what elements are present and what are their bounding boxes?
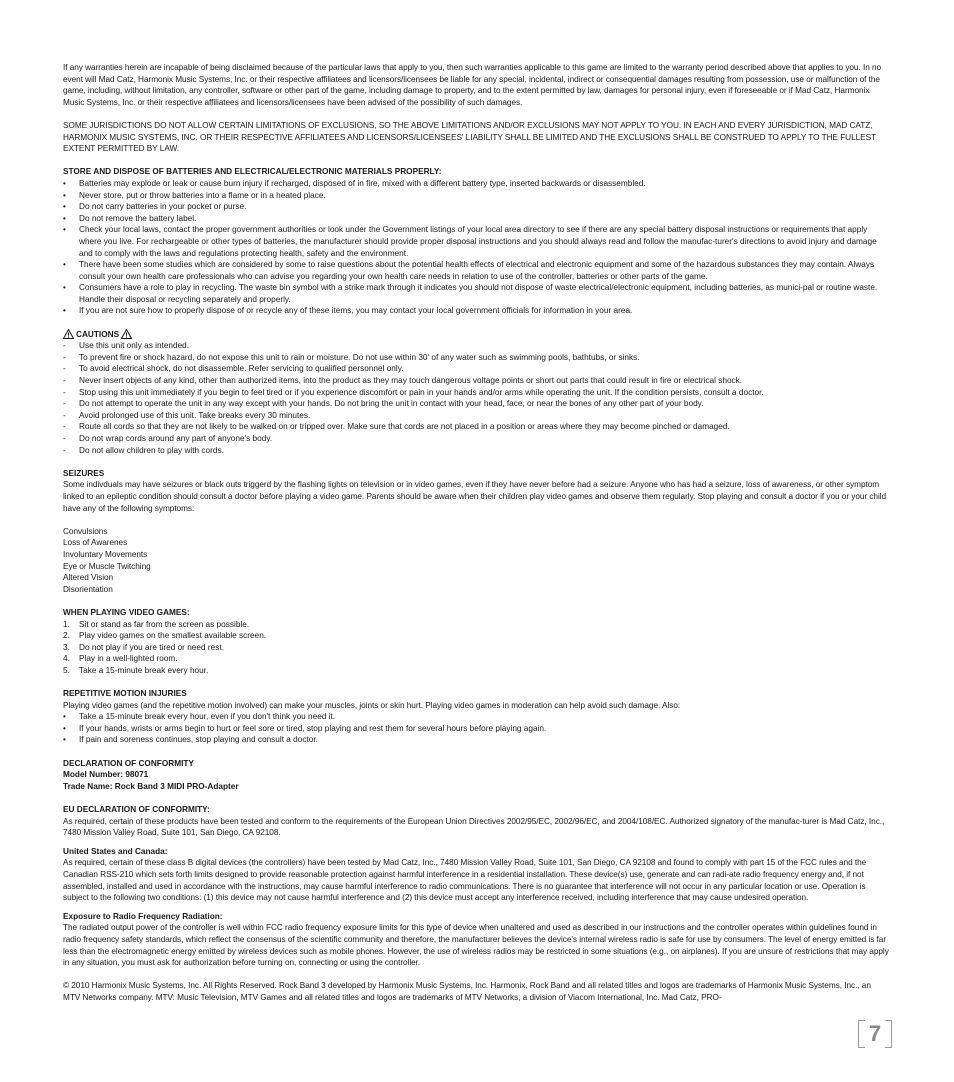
seizures-heading: SEIZURES <box>63 468 105 478</box>
warning-triangle-icon <box>121 329 132 339</box>
warning-triangle-icon <box>63 329 74 339</box>
list-item: • Batteries may explode or leak or cause burn injury if recharged, disposed of in fire, mixed with a different battery type, inserted backwards or disassembled. <box>63 178 646 188</box>
page-number <box>858 1020 892 1048</box>
batteries-list <box>63 178 889 317</box>
number-marker: 3. <box>63 642 70 652</box>
bullet-marker: • <box>63 260 66 270</box>
trade-name: Trade Name: Rock Band 3 MIDI PRO-Adapter <box>63 781 239 791</box>
repetitive-heading: REPETITIVE MOTION INJURIES <box>63 689 187 699</box>
list-item: • If pain and soreness continues, stop playing and consult a doctor. <box>63 735 318 745</box>
rf-heading: Exposure to Radio Frequency Radiation: <box>63 911 223 921</box>
cautions-list <box>63 340 889 456</box>
list-item: - Stop using this unit immediately if you begin to feel tired or if you experience discomfort or pain in your hands and/or arms while operating the unit. If the condition persists, consult a doctor. <box>63 387 764 397</box>
batteries-heading: STORE AND DISPOSE OF BATTERIES AND ELECTRICAL/ELECTRONIC MATERIALS PROPERLY: <box>63 167 442 177</box>
symptom-item: Loss of Awarenes <box>63 538 128 548</box>
number-marker: 5. <box>63 665 70 675</box>
list-item: - To avoid electrical shock, do not disassemble. Refer servicing to qualified personnel only. <box>63 364 404 374</box>
symptom-item: Involuntary Movements <box>63 549 148 559</box>
eu-heading: EU DECLARATION OF CONFORMITY: <box>63 805 210 814</box>
dash-marker: - <box>63 376 66 386</box>
bullet-marker: • <box>63 735 66 745</box>
repetitive-paragraph: Playing video games (and the repetitive motion involved) can make your muscles, joints or skin hurt. Playing video games in moderation can help avoid such damage. Also: <box>63 700 681 710</box>
jurisdiction-paragraph: SOME JURISDICTIONS DO NOT ALLOW CERTAIN LIMITATIONS OF EXCLUSIONS, SO THE ABOVE LIMITATIONS AND/OR EXCLUSIONS MAY NOT APPLY TO YOU. IN EACH AND EVERY JURISDICTION, MAD CATZ, HARMONIX MUSIC SYSTEMS, INC. OR THEIR RESPECTIVE AFFILIATEES AND LICENSORS/LICENSEES' LIABILITY SHALL BE LIMITED AND THE EXCLUSIONS SHALL BE CONSTRUED TO APPLY TO THE FULLEST EXTENT PERMITTED BY LAW. <box>63 120 876 154</box>
repetitive-list <box>63 711 889 746</box>
cautions-heading <box>63 329 889 341</box>
list-item: • If your hands, wrists or arms begin to hurt or feel sore or tired, stop playing and rest them for several hours before playing again. <box>63 723 547 733</box>
number-marker: 1. <box>63 619 70 629</box>
dash-marker: - <box>63 352 66 362</box>
page-number-bracket-right <box>885 1020 892 1048</box>
bullet-marker: • <box>63 202 66 212</box>
symptoms-list <box>63 526 889 596</box>
list-item: • Consumers have a role to play in recycling. The waste bin symbol with a strike mark through it indicates you should not dispose of waste electrical/electronic equipment, including batteries, as munici-pal or routine waste. Handle their disposal or recycling separately and properly. <box>63 283 878 304</box>
video-games-heading: WHEN PLAYING VIDEO GAMES: <box>63 607 190 617</box>
list-item: • Never store, put or throw batteries into a flame or in a heated place. <box>63 190 326 200</box>
symptom-item: Convulsions <box>63 526 108 536</box>
dash-marker: - <box>63 410 66 420</box>
dash-marker: - <box>63 387 66 397</box>
list-item: • Take a 15-minute break every hour, even if you don't think you need it. <box>63 712 336 722</box>
list-item: - Avoid prolonged use of this unit. Take breaks every 30 minutes. <box>63 410 311 420</box>
bullet-marker: • <box>63 283 66 293</box>
list-item: • Check your local laws, contact the proper government authorities or look under the Government listings of your local area directory to see if there are any special battery disposal instructions or requirements that apply where you live. For rechargeable or other types of batteries, the manufacturer should provide proper disposal instructions and you should always read and follow the manufac-turer's directions to avoid injury and damage and to comply with the laws and regulations protecting health, safety and the environment. <box>63 225 877 258</box>
manual-page <box>63 62 889 1004</box>
bullet-marker: • <box>63 723 66 733</box>
video-games-list <box>63 619 889 677</box>
list-item: - Do not wrap cords around any part of anyone's body. <box>63 434 273 443</box>
symptom-item: Altered Vision <box>63 573 114 583</box>
page-number-label: 7 <box>868 1021 882 1046</box>
symptom-item: Disorientation <box>63 584 113 594</box>
list-item: - Do not allow children to play with cords. <box>63 445 224 455</box>
list-item: - Route all cords so that they are not likely to be walked on or tripped over. Make sure that cords are not placed in a position or areas where they may become pinched or damaged. <box>63 422 730 432</box>
bullet-marker: • <box>63 190 66 200</box>
bullet-marker: • <box>63 306 66 316</box>
bullet-marker: • <box>63 213 66 223</box>
list-item: 1. Sit or stand as far from the screen as possible. <box>63 619 250 629</box>
dash-marker: - <box>63 364 66 374</box>
list-item: 4. Play in a well-lighted room. <box>63 654 178 664</box>
list-item: - Use this unit only as intended. <box>63 341 190 351</box>
model-number: Model Number: 98071 <box>63 770 149 780</box>
list-item: - Never insert objects of any kind, other than authorized items, into the product as they may touch dangerous voltage points or short out parts that could result in fire or electrical shock. <box>63 376 743 386</box>
list-item: - To prevent fire or shock hazard, do not expose this unit to rain or moisture. Do not use within 30' of any water such as swimming pools, bathtubs, or sinks. <box>63 352 640 362</box>
page-number-bracket-left <box>858 1020 865 1048</box>
list-item: • There have been some studies which are considered by some to raise questions about the potential health effects of electrical and electronic equipment and some of the hazardous substances they may contain. Always consult your own health care professionals who can advise you regarding your own health care needs in relation to use of the controller, batteries or other parts of the game. <box>63 260 875 281</box>
copyright-paragraph: © 2010 Harmonix Music Systems, Inc. All Rights Reserved. Rock Band 3 developed by Harmonix Music Systems, Inc. Harmonix, Rock Band and all related titles and logos are trademarks of Harmonix Music Systems, Inc., an MTV Networks company. MTV: Music Television, MTV Games and all related titles and logos are trademarks of MTV Networks, a division of Viacom International, Inc. Mad Catz, PRO- <box>63 981 871 1002</box>
dash-marker: - <box>63 434 66 443</box>
list-item: • Do not carry batteries in your pocket or purse. <box>63 202 247 212</box>
list-item: 3. Do not play if you are tired or need rest. <box>63 642 224 652</box>
seizures-paragraph: Some indivduals may have seizures or black outs triggerd by the flashing lights on television or in video games, even if they have never before had a seizure. Anyone who has had a seizure, loss of awareness, or other symptom linked to an epileptic condition should consult a doctor before playing a video game. Parents should be aware when their children play video games and observe them regularly. Stop playing and consult a doctor if you or your child have any of the following symptoms: <box>63 480 887 513</box>
eu-paragraph: As required, certain of these products have been tested and conform to the requirements of the European Union Directives 2002/95/EC, 2002/96/EC, and 2004/108/EC. Authorized signatory of the manufac-turer is Mad Catz, Inc., 7480 Mission Valley Road, Suite 101, San Diego, CA 92108. <box>63 816 885 838</box>
list-item: • Do not remove the battery label. <box>63 213 197 223</box>
bullet-marker: • <box>63 225 66 235</box>
rf-paragraph: The radiated output power of the controller is well within FCC radio frequency exposure limits for this type of device when unaltered and used as described in our instructions and the controller operates within guidelines found in radio frequency safety standards, which reflect the consensus of the scientific community and therefore, the manufacturer believes the device's internal wireless radio is safe for use by consumers. The level of energy emitted is far less than the electromagnetic energy emitted by wireless devices such as mobile phones. However, the use of wireless radios may be restricted in some situations (e.g., on airplanes). If you are unsure of restrictions that may apply in any situation, you must ask for authorization before turning on, connecting or using the controller. <box>63 923 889 968</box>
dash-marker: - <box>63 445 66 455</box>
number-marker: 2. <box>63 631 70 641</box>
conformity-heading: DECLARATION OF CONFORMITY <box>63 758 194 768</box>
bullet-marker: • <box>63 178 66 188</box>
list-item: 5. Take a 15-minute break every hour. <box>63 665 209 675</box>
dash-marker: - <box>63 399 66 409</box>
warranty-paragraph: If any warranties herein are incapable of being disclaimed because of the particular laws that apply to you, then such warranties applicable to this game are limited to the warranty period described above that applies to you. In no event will Mad Catz, Harmonix Music Systems, Inc. or their respective affiliatees and licensors/licensees be liable for any special, incidental, indirect or consequential damages resulting from possession, use or malfunction of the game, including, without limitation, any controller, software or other part of the game, including damage to property, and to the extent permitted by law, damages for personal injury, even if foreseeable or if Mad Catz, Harmonix Music Systems, Inc. or their respective affiliatees and licensors/licensees have been advised of the possibility of such damages. <box>63 63 882 107</box>
usa-heading: United States and Canada: <box>63 846 168 856</box>
dash-marker: - <box>63 341 66 351</box>
dash-marker: - <box>63 422 66 432</box>
usa-paragraph: As required, certain of these class B digital devices (the controllers) have been tested by Mad Catz, Inc., 7480 Mission Valley Road, Suite 101, San Diego, CA 92108 and found to comply with part 15 of the FCC rules and the Canadian RSS-210 which sets forth limits designed to provide reasonable protection against harmful interference in a residential installation. These device(s) use, generate and can radi-ate radio frequency energy and, if not assembled, installed and used in accordance with the instructions, may cause harmful interference to radio communications. There is no guarantee that interference will not occur in any particular location or use. Operation is subject to the following two conditions: (1) this device may not cause harmful interference and (2) this device must accept any interference received, including interference that may cause undesired operation. <box>63 858 867 903</box>
bullet-marker: • <box>63 712 66 722</box>
list-item: • If you are not sure how to properly dispose of or recycle any of these items, you may contact your local government officials for information in your area. <box>63 306 633 316</box>
list-item: 2. Play video games on the smallest available screen. <box>63 631 267 641</box>
cautions-heading-label: CAUTIONS <box>76 329 120 339</box>
symptom-item: Eye or Muscle Twitching <box>63 561 151 571</box>
number-marker: 4. <box>63 654 70 664</box>
list-item: - Do not attempt to operate the unit in any way except with your hands. Do not bring the unit in contact with your head, face, or near the bones of any other part of your body. <box>63 399 704 409</box>
